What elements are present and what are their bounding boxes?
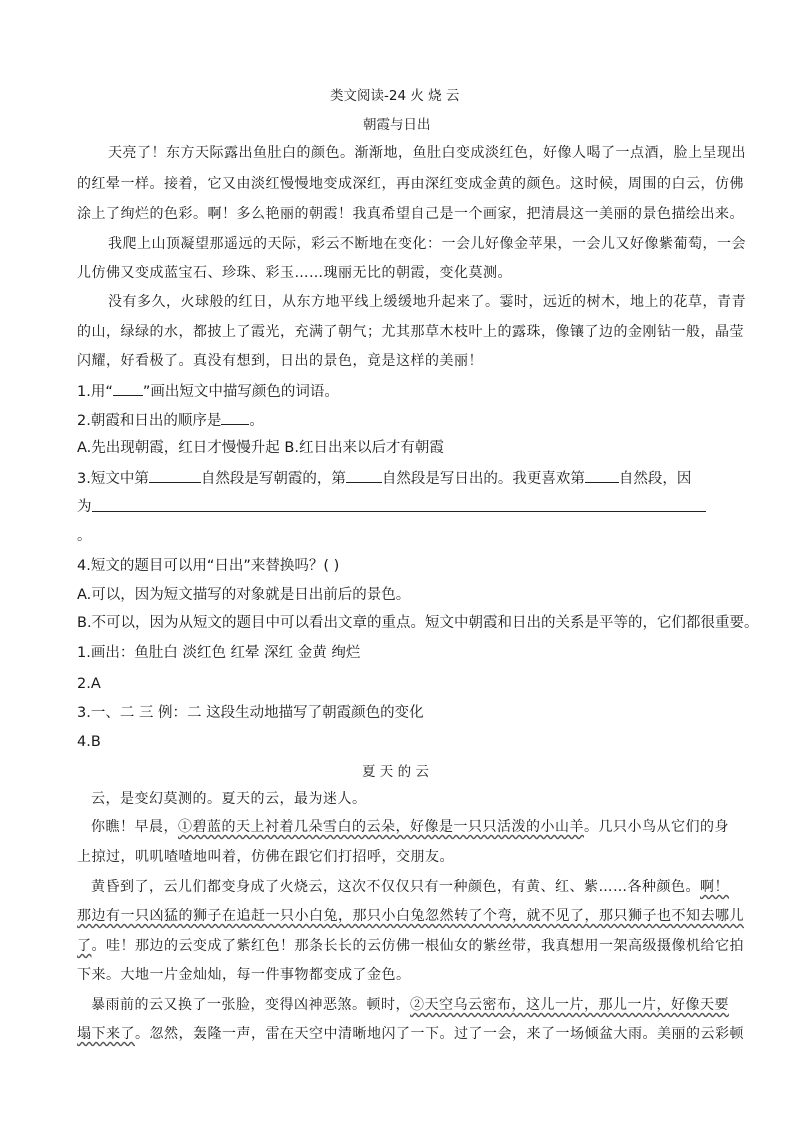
passage1-line: 闪耀，好看极了。真没有想到，日出的景色，竟是这样的美丽！: [77, 353, 483, 369]
question-2-suffix: 。: [249, 413, 264, 429]
question-1-prefix: 1.用“: [77, 384, 113, 400]
answer-line[interactable]: [92, 511, 706, 512]
passage1-line: 的山，绿绿的水，都披上了霞光，充满了朝气；尤其那草木枝叶上的露珠，像镶了边的金刚钻一般，晶莹: [77, 324, 744, 340]
passage2-line: 云，是变幻莫测的。夏天的云，最为迷人。: [91, 791, 367, 807]
passage1-line: 涂上了绚烂的色彩。啊！多么艳丽的朝霞！我真希望自己是一个画家，把清晨这一美丽的景色描绘出来。: [77, 206, 744, 222]
wavy-underlined-text: 了: [77, 938, 92, 954]
passage2-line: 上掠过，叽叽喳喳地叫着，仿佛在跟它们打招呼，交朋友。: [77, 849, 454, 865]
passage2-line: [91, 877, 729, 897]
question-4: 4.短文的题目可以用“日出”来替换吗？( ): [77, 558, 340, 574]
passage2-text: 。忽然，轰隆一声，雷在天空中清晰地闪了一下。过了一会，来了一场倾盆大雨。美丽的云彩顿: [135, 1026, 744, 1042]
passage2-line: 下来。大地一片金灿灿，每一件事物都变成了金色。: [77, 967, 411, 983]
answer-2: 2.A: [77, 676, 101, 692]
passage2-line: [77, 906, 744, 926]
question-1: [77, 381, 339, 402]
passage1-line: 的红晕一样。接着，它又由淡红慢慢地变成深红，再由深红变成金黄的颜色。这时候，周围的白云，仿佛: [77, 176, 744, 192]
wavy-underlined-text: 塌下来了: [77, 1026, 135, 1042]
passage2-text: 你瞧！早晨，: [91, 819, 178, 835]
passage2-line: [77, 1024, 744, 1044]
passage2-text: 。哇！那边的云变成了紫红色！那条长长的云仿佛一根仙女的紫丝带，我真想用一架高级摄像机给它拍: [91, 938, 744, 954]
passage2-line: [77, 936, 744, 956]
answer-3: 3.一、二 三 例：二 这段生动地描写了朝霞颜色的变化: [77, 705, 424, 721]
answer-4: 4.B: [77, 734, 101, 750]
answer-blank[interactable]: [585, 468, 619, 483]
question-3-continuation: 为: [77, 499, 92, 515]
question-3-part-a: 3.短文中第: [77, 471, 149, 487]
passage2-text: 暴雨前的云又换了一张脸，变得凶神恶煞。顿时，: [91, 997, 410, 1013]
passage2-line: [91, 995, 729, 1015]
question-3-part-d: 自然段，因: [618, 471, 692, 487]
passage1-line: 儿仿佛又变成蓝宝石、珍珠、彩玉……瑰丽无比的朝霞，变化莫测。: [77, 265, 512, 281]
document-title: 类文阅读-24 火 烧 云: [330, 88, 460, 104]
passage2-text: 黄昏到了，云儿们都变身成了火烧云，这次不仅仅只有一种颜色，有黄、红、紫……各种颜色。: [91, 879, 700, 895]
question-4-option-a: A.可以，因为短文描写的对象就是日出前后的景色。: [77, 587, 411, 603]
question-2-options: A.先出现朝霞，红日才慢慢升起 B.红日出来以后才有朝霞: [77, 440, 444, 456]
answer-blank[interactable]: [113, 381, 143, 396]
passage2-text: 。几只小鸟从它们的身: [584, 819, 729, 835]
answer-blank[interactable]: [221, 410, 249, 425]
question-3-part-c: 自然段是写日出的。我更喜欢第: [381, 471, 585, 487]
passage1-title: 朝霞与日出: [363, 117, 431, 133]
question-2-prefix: 2.朝霞和日出的顺序是: [77, 413, 222, 429]
passage2-title: 夏 天 的 云: [362, 764, 429, 780]
passage1-line: 我爬上山顶凝望那遥远的天际，彩云不断地在变化：一会儿好像金苹果，一会儿又好像紫葡萄，一会: [108, 236, 746, 252]
passage1-line: 没有多久，火球般的红日，从东方地平线上缓缓地升起来了。霎时，远近的树木，地上的花草，青青: [108, 294, 746, 310]
question-1-suffix: ”画出短文中描写颜色的词语。: [142, 384, 339, 400]
answer-blank[interactable]: [149, 468, 201, 483]
passage2-line: [91, 817, 729, 837]
wavy-underlined-text: 啊！: [700, 879, 729, 895]
answer-blank[interactable]: [346, 468, 382, 483]
question-3-part-b: 自然段是写朝霞的，第: [200, 471, 346, 487]
wavy-underlined-sentence-2: ②天空乌云密布，这儿一片，那儿一片，好像天要: [410, 997, 729, 1013]
wavy-underlined-text: 那边有一只凶猛的狮子在追赶一只小白兔，那只小白兔忽然转了个弯，就不见了，那只狮子也不知去哪儿: [77, 908, 744, 924]
question-3: [77, 468, 691, 489]
answer-1: 1.画出：鱼肚白 淡红色 红晕 深红 金黄 绚烂: [77, 645, 361, 661]
question-4-option-b: B.不可以，因为从短文的题目中可以看出文章的重点。短文中朝霞和日出的关系是平等的，它们都很重要。: [77, 615, 759, 631]
passage1-line: 天亮了！东方天际露出鱼肚白的颜色。渐渐地，鱼肚白变成淡红色，好像人喝了一点酒，脸上呈现出: [108, 145, 746, 161]
wavy-underlined-sentence-1: ①碧蓝的天上衬着几朵雪白的云朵，好像是一只只活泼的小山羊: [178, 819, 584, 835]
question-2: [77, 410, 264, 431]
question-3-end: 。: [77, 528, 92, 544]
